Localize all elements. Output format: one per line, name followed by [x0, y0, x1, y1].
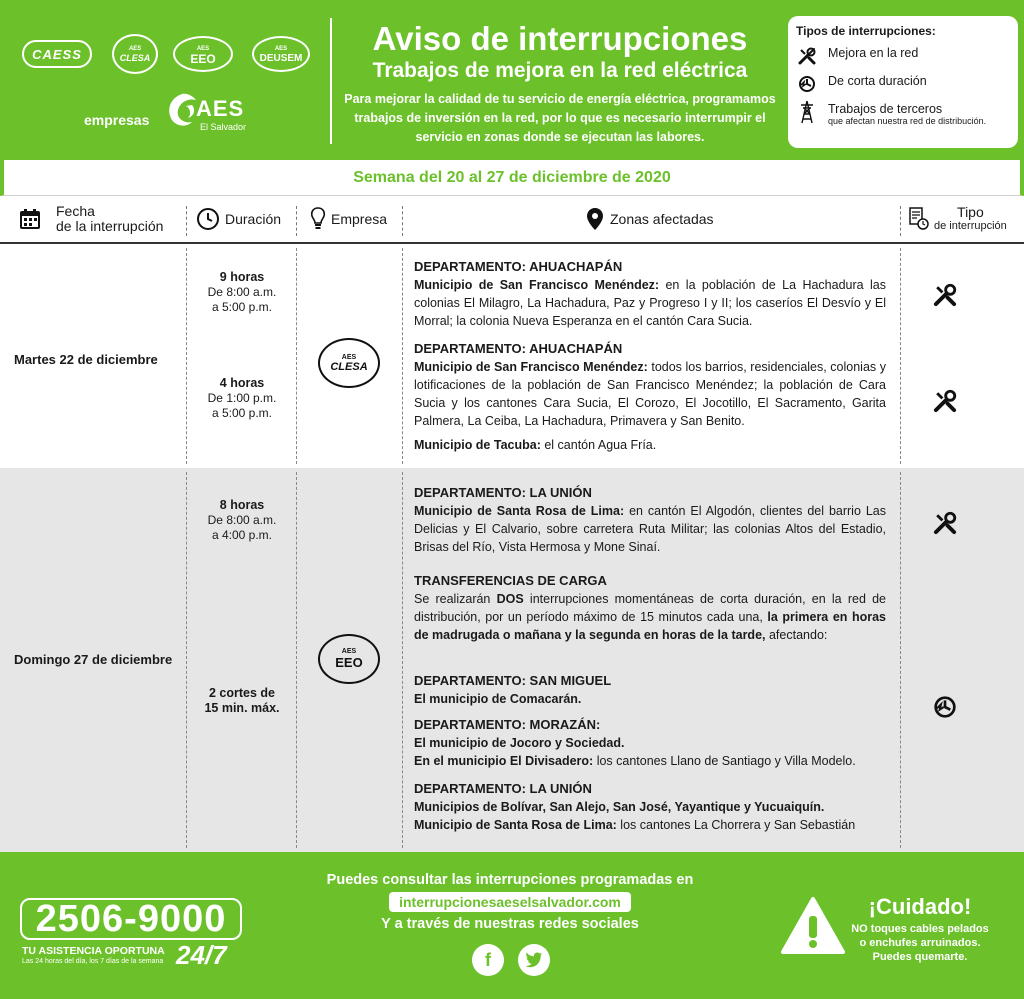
duration-cell: 2 cortes de 15 min. máx. [204, 686, 280, 715]
legend-label: Trabajos de terceros [828, 102, 943, 116]
footer [0, 852, 1024, 999]
legend-item [796, 46, 1010, 66]
aes-country: El Salvador [200, 122, 247, 132]
facebook-icon[interactable]: f [472, 944, 504, 976]
tower-icon [796, 102, 818, 122]
interruption-date: Domingo 27 de diciembre [14, 652, 173, 667]
clesa-company-logo: AES CLESA [318, 338, 380, 388]
aes-el-salvador-logo [164, 88, 264, 138]
interruption-date: Martes 22 de diciembre [14, 352, 158, 367]
assist-label: TU ASISTENCIA OPORTUNA [22, 945, 165, 957]
legend-title: Tipos de interrupciones: [796, 24, 936, 38]
zone-block: TRANSFERENCIAS DE CARGA Se realizarán DOS interrupciones momentáneas de corta duración, en la red de distribución, por un período máximo de 15 minutos cada una, la primera en horas de madrugada o mañana y la segunda en horas de la tarde, afectando: [414, 573, 887, 642]
short-duration-icon [796, 74, 818, 94]
website-link[interactable]: interrupcionesaeselsalvador.com [389, 892, 631, 912]
column-type-label: Tipo [957, 204, 984, 220]
column-zones-label: Zonas afectadas [610, 211, 714, 227]
column-separator [296, 248, 297, 464]
deusem-logo: AES DEUSEM [252, 36, 310, 72]
table-row [0, 244, 1024, 468]
legend-sublabel: que afectan nuestra red de distribución. [828, 116, 987, 126]
tools-icon [796, 46, 818, 66]
column-company [310, 196, 387, 242]
tools-icon [930, 508, 960, 538]
legend-label: De corta duración [828, 74, 927, 88]
caess-logo: CAESS [22, 40, 92, 68]
interruption-types-legend [788, 16, 1018, 148]
clesa-logo: AES CLESA [112, 34, 158, 74]
page-title: Aviso de interrupciones [372, 20, 748, 57]
column-separator [186, 472, 187, 848]
social-text: Y a través de nuestras redes sociales [381, 916, 639, 932]
legend-item [796, 74, 1010, 94]
header-banner [0, 0, 1024, 160]
consult-block [300, 872, 720, 932]
tools-icon [930, 386, 960, 416]
column-type-sublabel: de interrupción [934, 220, 1007, 232]
column-date [18, 196, 163, 242]
eeo-logo: AES EEO [173, 36, 233, 72]
zone-block: DEPARTAMENTO: LA UNIÓN Municipios de Bolívar, San Alejo, San José, Yayantique y Yucuaiquín. Municipio de Santa Rosa de Lima: los cantones La Chorrera y San Sebastián [414, 781, 856, 832]
column-type [908, 196, 1007, 242]
aes-name: AES [196, 96, 245, 121]
clock-icon [196, 207, 220, 231]
duration-cell: 4 horas De 1:00 p.m. a 5:00 p.m. [207, 376, 277, 420]
column-date-label: Fecha [56, 203, 95, 219]
column-duration [196, 196, 281, 242]
column-separator [296, 206, 297, 236]
zone-block: DEPARTAMENTO: SAN MIGUEL El municipio de Comacarán. [414, 673, 612, 706]
warning-title: ¡Cuidado! [868, 894, 972, 919]
empresas-label: empresas [84, 112, 150, 128]
warning-icon [780, 896, 846, 956]
assist-hours: Las 24 horas del día, los 7 días de la semana [22, 958, 164, 965]
week-bar [0, 160, 1024, 196]
table-row [0, 468, 1024, 852]
week-label: Semana del 20 al 27 de diciembre de 2020 [353, 168, 671, 186]
location-pin-icon [586, 207, 604, 231]
column-duration-label: Duración [225, 211, 282, 227]
warning-text: NO toques cables pelados o enchufes arruinados. Puedes quemarte. [851, 923, 989, 963]
duration-cell: 9 horas De 8:00 a.m. a 5:00 p.m. [207, 270, 277, 314]
column-separator [402, 248, 403, 464]
zone-block: DEPARTAMENTO: LA UNIÓN Municipio de Santa Rosa de Lima: en cantón El Algodón, clientes del barrio Las Delicias y El Calvario, sobre carretera Ruta Militar; las colonias Altos del Estadio, Brisas del Río, Vista Hermosa y Mone Sinaí. [414, 485, 886, 554]
legend-item [796, 102, 1010, 127]
title-block [335, 20, 785, 147]
short-duration-icon [930, 692, 960, 722]
column-separator [186, 248, 187, 464]
lightbulb-icon [310, 207, 326, 231]
calendar-icon [18, 207, 42, 231]
zone-block: DEPARTAMENTO: AHUACHAPÁN Municipio de San Francisco Menéndez: en la población de La Hachadura las colonias El Milagro, La Hachadura, Paz y Progreso I y II; los caseríos El Desvío y El Morral; la colonia Nueva Esperanza en el cantón Cara Sucia. [414, 259, 886, 328]
intro-text: Para mejorar la calidad de tu servicio de energía eléctrica, programamos trabajos de inversión en la red, por lo que es necesario interrumpir el servicio en zonas donde se ejecutan las labores. [344, 92, 776, 144]
column-separator [900, 248, 901, 464]
header-divider [330, 18, 332, 144]
badge-247: 24/7 [176, 940, 227, 970]
company-logos [18, 30, 318, 140]
consult-text: Puedes consultar las interrupciones programadas en [326, 872, 694, 888]
column-date-sublabel: de la interrupción [56, 218, 164, 234]
column-separator [186, 206, 187, 236]
tools-icon [930, 280, 960, 310]
eeo-company-logo: AES EEO [318, 634, 380, 684]
column-zones [586, 196, 714, 242]
column-separator [900, 206, 901, 236]
table-header [0, 196, 1024, 244]
page-subtitle: Trabajos de mejora en la red eléctrica [372, 59, 748, 82]
phone-number[interactable]: 2506-9000 [20, 898, 242, 940]
zone-block: DEPARTAMENTO: AHUACHAPÁN Municipio de San Francisco Menéndez: todos los barrios, residenciales, colonias y lotificaciones de la población de San Francisco Menéndez; la población de Cara Sucia y los cantones Cara Sucia, El Corozo, El Jocotillo, El Sacramento, Garita Palmera, La Ceiba, La Hachadura, Primavera y San Benito. Municipio de Tacuba: el cantón Agua Fría. [414, 341, 886, 452]
aes-swirl-icon [164, 90, 200, 130]
column-company-label: Empresa [331, 211, 388, 227]
document-clock-icon [908, 206, 930, 232]
column-separator [402, 206, 403, 236]
column-separator [296, 472, 297, 848]
social-links [470, 944, 560, 978]
zone-block: DEPARTAMENTO: MORAZÁN: El municipio de Jocoro y Sociedad. En el municipio El Divisadero: los cantones Llano de Santiago y Villa Modelo. [414, 717, 856, 768]
duration-cell: 8 horas De 8:00 a.m. a 4:00 p.m. [207, 498, 277, 542]
twitter-icon[interactable] [518, 944, 550, 976]
column-separator [402, 472, 403, 848]
legend-label: Mejora en la red [828, 46, 919, 60]
column-separator [900, 472, 901, 848]
